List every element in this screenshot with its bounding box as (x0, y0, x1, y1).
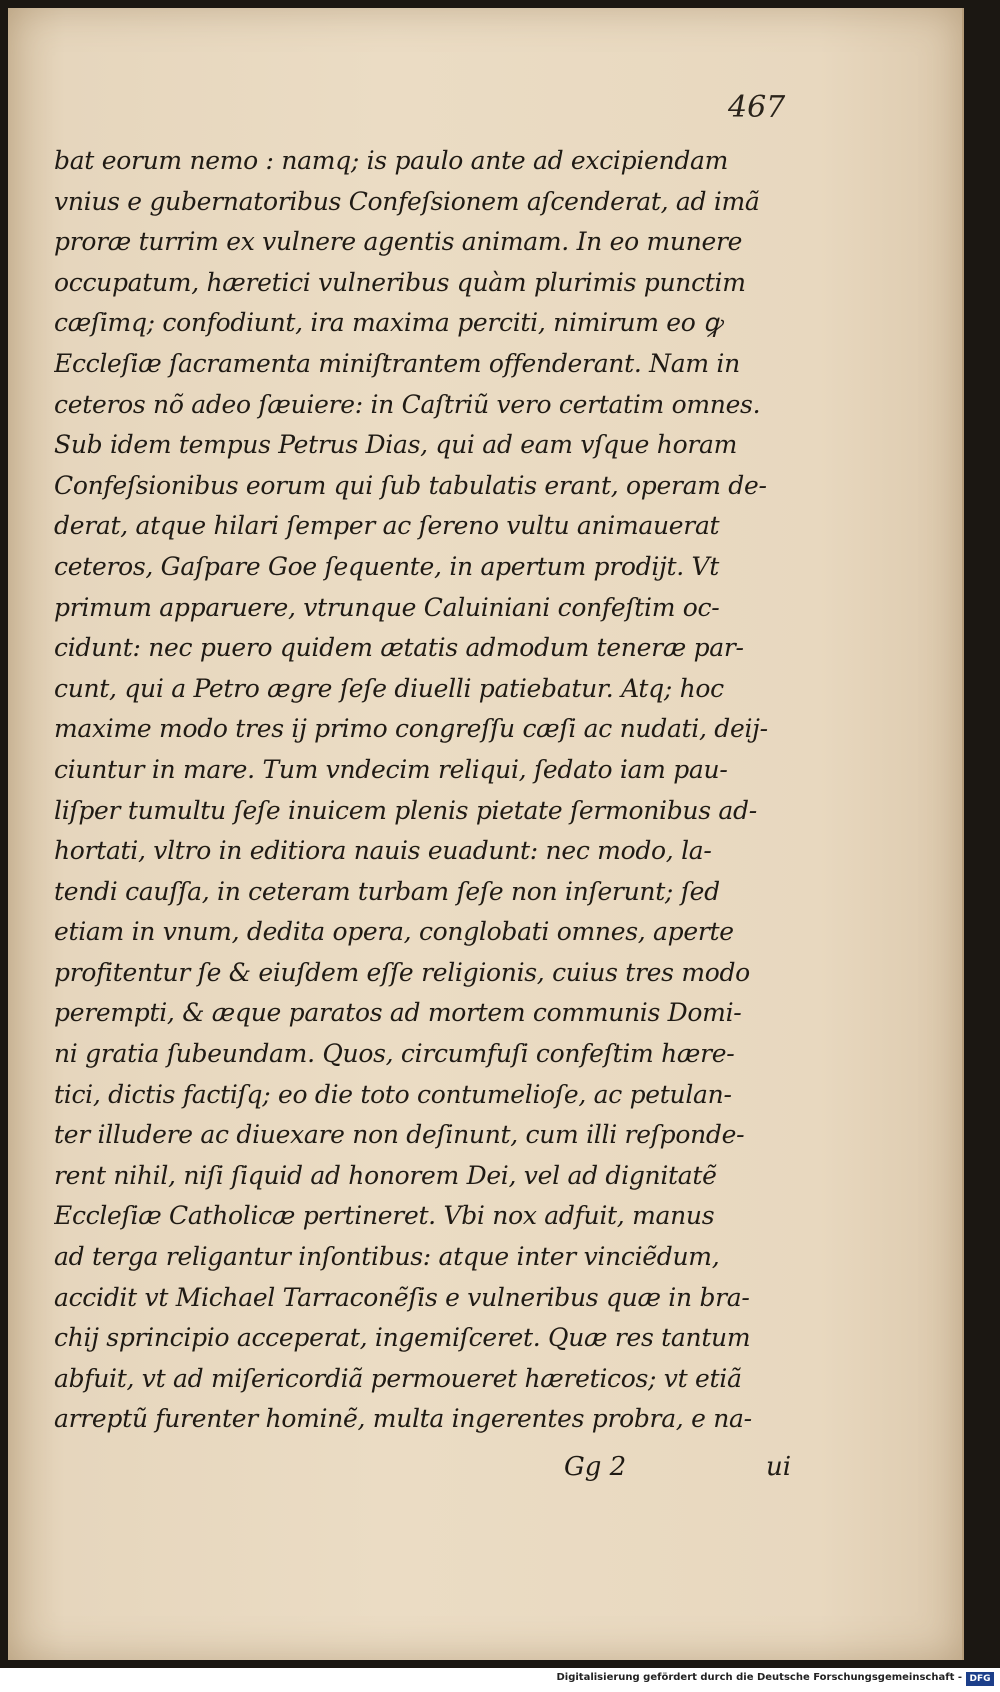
text-line: chij sprincipio acceperat, ingemiſceret. Quæ res tantum (54, 1323, 751, 1353)
text-line: ceteros, Gaſpare Goe ſequente, in apertum prodijt. Vt (54, 551, 720, 581)
text-line: ceteros nõ adeo ſæuiere: in Caſtriũ vero certatim omnes. (54, 389, 761, 419)
text-line: derat, atque hilari ſemper ac ſereno vultu animauerat (54, 511, 720, 541)
text-line: ad terga religantur inſontibus: atque inter vinciẽdum, (54, 1242, 720, 1272)
text-line: Eccleſiæ Catholicæ pertineret. Vbi nox adfuit, manus (54, 1201, 715, 1231)
text-line: Eccleſiæ ſacramenta miniſtrantem offenderant. Nam in (54, 348, 740, 378)
text-line: vnius e gubernatoribus Confeſsionem aſcenderat, ad imã (54, 186, 760, 216)
text-line: occupatum, hæretici vulneribus quàm plurimis punctim (54, 267, 746, 297)
digitization-footer (0, 1668, 1000, 1692)
book-page (8, 8, 964, 1660)
text-line: rent nihil, niſi ſiquid ad honorem Dei, vel ad dignitatẽ (54, 1160, 717, 1190)
text-line: Sub idem tempus Petrus Dias, qui ad eam vſque horam (54, 430, 737, 460)
text-line: Confeſsionibus eorum qui ſub tabulatis erant, operam de- (54, 470, 767, 500)
text-line: perempti, & æque paratos ad mortem communis Domi- (54, 998, 742, 1028)
text-line: cidunt: nec puero quidem ætatis admodum teneræ par- (54, 633, 744, 663)
text-line: tici, dictis factiſq; eo die toto contumelioſe, ac petulan- (54, 1079, 732, 1109)
funding-credit: Digitalisierung gefördert durch die Deutsche Forschungsgemeinschaft - (556, 1672, 962, 1683)
body-text (54, 141, 794, 1440)
catchword: ui (766, 1452, 792, 1482)
text-line: primum apparuere, vtrunque Caluiniani confeſtim oc- (54, 592, 720, 622)
text-line: ni gratia ſubeundam. Quos, circumfuſi confeſtim hære- (54, 1039, 735, 1069)
text-line: etiam in vnum, dedita opera, conglobati omnes, aperte (54, 917, 734, 947)
text-line: maxime modo tres ij primo congreſſu cæſi ac nudati, deij- (54, 714, 768, 744)
text-line: ciuntur in mare. Tum vndecim reliqui, ſedato iam pau- (54, 754, 728, 784)
text-line: cunt, qui a Petro ægre ſeſe diuelli patiebatur. Atq; hoc (54, 673, 724, 703)
signature-mark: Gg 2 (564, 1452, 627, 1482)
text-line: bat eorum nemo : namq; is paulo ante ad excipiendam (54, 146, 729, 175)
text-line: liſper tumultu ſeſe inuicem plenis pietate ſermonibus ad- (54, 795, 757, 825)
text-line: proræ turrim ex vulnere agentis animam. In eo munere (54, 227, 743, 257)
text-line: profitentur ſe & eiuſdem eſſe religionis, cuius tres modo (54, 957, 750, 987)
text-line: arreptũ furenter hominẽ, multa ingerentes probra, e na- (54, 1404, 752, 1434)
dfg-logo-icon: DFG (966, 1672, 994, 1686)
text-line: ter illudere ac diuexare non deſinunt, cum illi reſponde- (54, 1120, 745, 1150)
page-number: 467 (728, 90, 786, 125)
text-line: abfuit, vt ad miſericordiã permoueret hæreticos; vt etiã (54, 1363, 742, 1393)
text-line: hortati, vltro in editiora nauis euadunt: nec modo, la- (54, 836, 712, 866)
text-line: accidit vt Michael Tarraconẽſis e vulneribus quæ in bra- (54, 1282, 750, 1312)
text-line: cæſimq; confodiunt, ira maxima perciti, nimirum eo ꝙ (54, 308, 722, 338)
text-line: tendi cauſſa, in ceteram turbam ſeſe non inſerunt; ſed (54, 876, 720, 906)
